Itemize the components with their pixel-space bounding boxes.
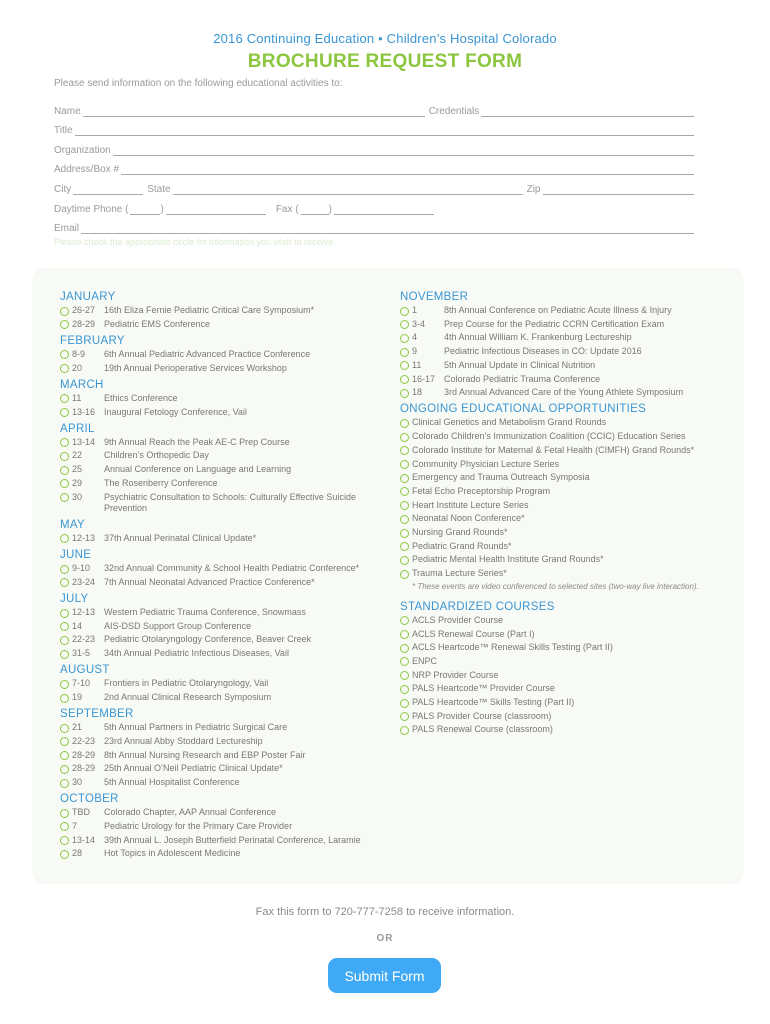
event-option[interactable]: [60, 407, 390, 418]
event-name: Pediatric EMS Conference: [104, 318, 211, 329]
event-name: 5th Annual Hospitalist Conference: [104, 777, 240, 788]
event-option[interactable]: [60, 577, 390, 588]
page-title: BROCHURE REQUEST FORM: [247, 51, 523, 72]
events-right-column: [400, 290, 720, 738]
city-field[interactable]: [73, 183, 143, 195]
event-name: 6th Annual Pediatric Advanced Practice Conference: [104, 348, 311, 359]
event-option[interactable]: [60, 634, 390, 645]
event-option[interactable]: [400, 656, 720, 667]
event-name: Hot Topics in Adolescent Medicine: [104, 848, 241, 859]
event-option[interactable]: [400, 527, 720, 538]
intro-text: Please send information on the following educational activities to:: [54, 78, 343, 89]
event-date: 20: [72, 362, 83, 373]
credentials-field[interactable]: [481, 105, 694, 117]
event-option[interactable]: [400, 431, 720, 442]
section-title: STANDARDIZED COURSES: [400, 600, 555, 613]
checkbox-circle-icon[interactable]: [60, 724, 69, 733]
event-date: 8-9: [72, 348, 86, 359]
event-option[interactable]: [400, 683, 720, 694]
section-title: NOVEMBER: [400, 291, 469, 303]
zip-field[interactable]: [543, 183, 695, 195]
event-date: 23-24: [72, 576, 96, 587]
name-row: [54, 97, 698, 117]
checkbox-circle-icon[interactable]: [400, 320, 409, 329]
checkbox-circle-icon[interactable]: [60, 822, 69, 831]
event-name: 8th Annual Conference on Pediatric Acute Illness & Injury: [444, 305, 672, 315]
event-name: PALS Heartcode™ Provider Course: [412, 683, 555, 694]
event-date: 13-14: [72, 436, 96, 447]
event-option[interactable]: [60, 563, 390, 574]
event-name: 32nd Annual Community & School Health Pediatric Conference*: [104, 563, 360, 574]
checkbox-circle-icon[interactable]: [60, 408, 69, 417]
event-name: NRP Provider Course: [412, 669, 499, 680]
event-option[interactable]: [60, 750, 390, 761]
zip-label: Zip: [526, 183, 541, 195]
event-option[interactable]: [400, 387, 720, 398]
event-date: 9-10: [72, 563, 91, 574]
event-date: 28-29: [72, 749, 96, 760]
event-option[interactable]: [400, 319, 720, 330]
standardized-list: [400, 615, 720, 736]
event-name: Colorado Pediatric Trauma Conference: [444, 373, 601, 384]
checkbox-circle-icon[interactable]: [400, 348, 409, 357]
checkbox-circle-icon[interactable]: [400, 389, 409, 398]
checkbox-circle-icon[interactable]: [400, 671, 409, 680]
checkbox-circle-icon[interactable]: [400, 570, 409, 579]
event-date: 26-27: [72, 305, 96, 315]
event-date: 18: [412, 387, 423, 398]
event-option[interactable]: [60, 305, 390, 316]
event-name: Heart Institute Lecture Series: [412, 499, 529, 510]
email-label: Email: [54, 223, 80, 235]
month-title: AUGUST: [60, 664, 110, 677]
checkbox-circle-icon[interactable]: [400, 630, 409, 639]
event-option[interactable]: [400, 629, 720, 640]
phone-number-field[interactable]: [166, 203, 266, 215]
event-option[interactable]: [60, 464, 390, 475]
event-name: 25th Annual O’Neil Pediatric Clinical Update*: [104, 763, 283, 774]
event-name: Fetal Echo Preceptorship Program: [412, 485, 551, 496]
checkbox-circle-icon[interactable]: [400, 726, 409, 735]
event-name: 19th Annual Perioperative Services Workshop: [104, 362, 287, 373]
event-name: Nursing Grand Rounds*: [412, 527, 508, 538]
event-name: 8th Annual Nursing Research and EBP Poster Fair: [104, 749, 306, 760]
event-option[interactable]: [60, 492, 390, 514]
event-name: Pediatric Infectious Diseases in CO: Update 2016: [444, 346, 642, 357]
event-option[interactable]: [400, 472, 720, 483]
month-title: OCTOBER: [60, 793, 119, 806]
address-field[interactable]: [121, 163, 694, 175]
checkbox-circle-icon[interactable]: [400, 460, 409, 469]
title-field[interactable]: [75, 124, 694, 136]
fax-label: Fax (: [275, 203, 299, 215]
event-name: Western Pediatric Trauma Conference, Snowmass: [104, 607, 306, 618]
event-name: Children’s Orthopedic Day: [104, 450, 209, 461]
checkbox-circle-icon[interactable]: [60, 307, 69, 316]
contact-fields: [54, 97, 698, 234]
event-date: 28-29: [72, 763, 96, 774]
checkbox-circle-icon[interactable]: [60, 650, 69, 659]
event-date: TBD: [72, 807, 90, 818]
section-title: ONGOING EDUCATIONAL OPPORTUNITIES: [400, 403, 647, 416]
event-option[interactable]: [400, 486, 720, 497]
event-name: Colorado Chapter, AAP Annual Conference: [104, 807, 276, 818]
event-name: 5th Annual Update in Clinical Nutrition: [444, 359, 596, 370]
event-option[interactable]: [60, 777, 390, 788]
checkbox-circle-icon[interactable]: [400, 446, 409, 455]
event-name: Trauma Lecture Series*: [412, 568, 507, 579]
checkbox-circle-icon[interactable]: [400, 474, 409, 483]
event-name: Colorado Institute for Maternal & Fetal Health (CIMFH) Grand Rounds*: [412, 444, 695, 455]
checkbox-circle-icon[interactable]: [400, 307, 409, 316]
event-name: 39th Annual L. Joseph Butterfield Perinatal Conference, Laramie: [104, 834, 361, 845]
checkbox-circle-icon[interactable]: [400, 487, 409, 496]
event-date: 28: [72, 848, 83, 859]
event-option[interactable]: [60, 763, 390, 774]
event-date: 31-5: [72, 648, 91, 659]
month-title: MAY: [60, 518, 85, 531]
event-option[interactable]: [60, 437, 390, 448]
checkbox-circle-icon[interactable]: [60, 680, 69, 689]
event-name: 37th Annual Perinatal Clinical Update*: [104, 532, 257, 543]
event-name: 5th Annual Partners in Pediatric Surgical Care: [104, 722, 288, 733]
event-option[interactable]: [60, 450, 390, 461]
event-name: 16th Eliza Fernie Pediatric Critical Care Symposium*: [104, 305, 315, 315]
event-option[interactable]: [400, 554, 720, 565]
event-date: 4: [412, 332, 418, 343]
event-option[interactable]: [60, 607, 390, 618]
event-option[interactable]: [400, 374, 720, 385]
checkbox-circle-icon[interactable]: [400, 529, 409, 538]
event-name: 4th Annual William K. Frankenburg Lectureship: [444, 332, 632, 343]
checkbox-circle-icon[interactable]: [400, 501, 409, 510]
name-label: Name: [54, 105, 81, 117]
event-name: Prep Course for the Pediatric CCRN Certification Exam: [444, 318, 665, 329]
event-name: Community Physician Lecture Series: [412, 458, 560, 469]
checkbox-circle-icon[interactable]: [60, 320, 69, 329]
event-date: 12-13: [72, 532, 96, 543]
event-option[interactable]: [60, 736, 390, 747]
ongoing-list: [400, 417, 720, 579]
checkbox-circle-icon[interactable]: [60, 737, 69, 746]
event-option[interactable]: [60, 722, 390, 733]
phone-area-field[interactable]: [130, 203, 160, 215]
event-date: 22-23: [72, 634, 96, 645]
event-option[interactable]: [60, 835, 390, 846]
checkbox-circle-icon[interactable]: [400, 433, 409, 442]
event-option[interactable]: [400, 568, 720, 579]
event-option[interactable]: [400, 459, 720, 470]
event-name: ACLS Renewal Course (Part I): [412, 628, 535, 639]
event-option[interactable]: [400, 445, 720, 456]
checkbox-circle-icon[interactable]: [60, 622, 69, 631]
event-date: 11: [412, 359, 422, 370]
daytime-phone-label: Daytime Phone (: [54, 203, 129, 215]
event-name: PALS Provider Course (classroom): [412, 710, 552, 721]
phone-row: [54, 195, 698, 215]
event-option[interactable]: [400, 346, 720, 357]
header-subtitle: 2016 Continuing Education • Children’s Hospital Colorado: [213, 31, 557, 46]
checkbox-circle-icon[interactable]: [400, 699, 409, 708]
event-date: 30: [72, 777, 83, 788]
event-name: 7th Annual Neonatal Advanced Practice Conference*: [104, 576, 315, 587]
checkbox-circle-icon[interactable]: [60, 636, 69, 645]
event-option[interactable]: [60, 821, 390, 832]
event-name: Frontiers in Pediatric Otolaryngology, Vail: [104, 678, 269, 689]
event-option[interactable]: [60, 621, 390, 632]
event-date: 3-4: [412, 318, 426, 329]
name-field[interactable]: [83, 105, 425, 117]
event-date: 13-16: [72, 406, 96, 417]
checkbox-circle-icon[interactable]: [400, 712, 409, 721]
organization-label: Organization: [54, 144, 111, 156]
checkbox-circle-icon[interactable]: [400, 616, 409, 625]
event-name: Pediatric Urology for the Primary Care Provider: [104, 820, 293, 831]
event-date: 9: [412, 346, 418, 357]
event-option[interactable]: [400, 305, 720, 316]
month-title: MARCH: [60, 378, 104, 391]
event-option[interactable]: [60, 648, 390, 659]
checkbox-circle-icon[interactable]: [400, 644, 409, 653]
checkbox-circle-icon[interactable]: [60, 850, 69, 859]
checkbox-circle-icon[interactable]: [60, 364, 69, 373]
checkbox-circle-icon[interactable]: [400, 542, 409, 551]
event-date: 14: [72, 620, 83, 631]
event-date: 19: [72, 692, 83, 703]
november-list: [400, 305, 720, 398]
email-field[interactable]: [81, 222, 694, 234]
event-date: 13-14: [72, 834, 96, 845]
address-row: [54, 156, 698, 176]
event-option[interactable]: [60, 807, 390, 818]
checkbox-circle-icon[interactable]: [400, 657, 409, 666]
event-option[interactable]: [400, 541, 720, 552]
event-name: ACLS Provider Course: [412, 614, 504, 625]
event-date: 25: [72, 464, 83, 475]
address-label: Address/Box #: [54, 164, 120, 176]
event-option[interactable]: [60, 393, 390, 404]
or-divider: OR: [376, 933, 394, 944]
month-title: FEBRUARY: [60, 334, 125, 347]
checkbox-circle-icon[interactable]: [60, 609, 69, 618]
checkbox-circle-icon[interactable]: [400, 375, 409, 384]
title-label: Title: [54, 125, 73, 137]
event-name: 2nd Annual Clinical Research Symposium: [104, 692, 272, 703]
organization-field[interactable]: [113, 144, 694, 156]
checkbox-circle-icon[interactable]: [400, 334, 409, 343]
event-date: 7: [72, 820, 78, 831]
checkbox-circle-icon[interactable]: [60, 493, 69, 502]
event-name: Emergency and Trauma Outreach Symposia: [412, 472, 590, 483]
event-name: 23rd Annual Abby Stoddard Lectureship: [104, 735, 263, 746]
event-name: The Rosenberry Conference: [104, 477, 218, 488]
checkbox-circle-icon[interactable]: [60, 452, 69, 461]
event-option[interactable]: [400, 642, 720, 653]
city-label: City: [54, 183, 72, 195]
event-option[interactable]: [400, 697, 720, 708]
checkbox-circle-icon[interactable]: [400, 419, 409, 428]
event-option[interactable]: [400, 417, 720, 428]
event-option[interactable]: [60, 678, 390, 689]
event-option[interactable]: [60, 692, 390, 703]
checkbox-circle-icon[interactable]: [60, 350, 69, 359]
event-option[interactable]: [60, 319, 390, 330]
fax-area-field[interactable]: [301, 203, 329, 215]
event-date: 7-10: [72, 678, 91, 689]
video-conference-note: * These events are video conferenced to selected sites (two-way live interaction).: [412, 581, 699, 591]
month-title: JUNE: [60, 549, 92, 562]
event-date: 28-29: [72, 318, 96, 329]
event-option[interactable]: [400, 332, 720, 343]
event-date: 11: [72, 392, 82, 403]
event-option[interactable]: [60, 533, 390, 544]
event-date: 1: [412, 305, 418, 315]
checkbox-circle-icon[interactable]: [60, 765, 69, 774]
event-name: Clinical Genetics and Metabolism Grand Rounds: [412, 417, 607, 428]
event-option[interactable]: [60, 848, 390, 859]
checkbox-circle-icon[interactable]: [60, 694, 69, 703]
event-option[interactable]: [400, 724, 720, 735]
organization-row: [54, 136, 698, 156]
email-row: [54, 215, 698, 235]
event-name: Pediatric Mental Health Institute Grand Rounds*: [412, 554, 604, 565]
event-name: Neonatal Noon Conference*: [412, 513, 525, 524]
event-name: AIS-DSD Support Group Conference: [104, 620, 252, 631]
event-option[interactable]: [60, 478, 390, 489]
event-option[interactable]: [400, 615, 720, 626]
checkbox-circle-icon[interactable]: [60, 565, 69, 574]
checkbox-circle-icon[interactable]: [60, 578, 69, 587]
month-title: JANUARY: [60, 291, 116, 303]
credentials-label: Credentials: [428, 105, 480, 117]
event-date: 30: [72, 491, 83, 502]
month-title: SEPTEMBER: [60, 708, 134, 721]
event-name: Pediatric Otolaryngology Conference, Beaver Creek: [104, 634, 312, 645]
city-row: [54, 175, 698, 195]
event-option[interactable]: [400, 513, 720, 524]
checkbox-circle-icon[interactable]: [400, 685, 409, 694]
fax-paren-close: ): [328, 203, 332, 215]
event-date: 12-13: [72, 607, 96, 618]
event-date: 22: [72, 450, 83, 461]
event-date: 16-17: [412, 373, 436, 384]
state-label: State: [147, 183, 171, 195]
checkbox-circle-icon[interactable]: [400, 556, 409, 565]
checkbox-circle-icon[interactable]: [60, 751, 69, 760]
check-instruction: Please check the appropriate circle for information you wish to receive.: [54, 237, 336, 247]
checkbox-circle-icon[interactable]: [60, 779, 69, 788]
submit-form-button[interactable]: Submit Form: [328, 958, 441, 993]
event-option[interactable]: [60, 363, 390, 374]
event-name: Colorado Children’s Immunization Coalition (CCIC) Education Series: [412, 431, 686, 442]
events-left-column: [60, 290, 390, 862]
checkbox-circle-icon[interactable]: [60, 394, 69, 403]
fax-number-field[interactable]: [334, 203, 434, 215]
checkbox-circle-icon[interactable]: [60, 836, 69, 845]
checkbox-circle-icon[interactable]: [60, 479, 69, 488]
event-option[interactable]: [400, 500, 720, 511]
event-name: 3rd Annual Advanced Care of the Young Athlete Symposium: [444, 387, 684, 398]
month-title: APRIL: [60, 422, 95, 435]
title-row: [54, 117, 698, 137]
event-date: 22-23: [72, 735, 96, 746]
fax-instruction: Fax this form to 720-777-7258 to receive information.: [255, 906, 515, 918]
checkbox-circle-icon[interactable]: [60, 466, 69, 475]
event-date: 29: [72, 477, 83, 488]
event-name: Annual Conference on Language and Learning: [104, 464, 292, 475]
event-name: Pediatric Grand Rounds*: [412, 540, 512, 551]
checkbox-circle-icon[interactable]: [60, 438, 69, 447]
event-name: Ethics Conference: [104, 392, 178, 403]
checkbox-circle-icon[interactable]: [60, 809, 69, 818]
checkbox-circle-icon[interactable]: [400, 361, 409, 370]
event-name: Psychiatric Consultation to Schools: Culturally Effective Suicide Prevention: [104, 491, 356, 513]
month-title: JULY: [60, 593, 89, 606]
event-name: ENPC: [412, 655, 438, 666]
event-name: 9th Annual Reach the Peak AE-C Prep Course: [104, 436, 290, 447]
event-name: 34th Annual Pediatric Infectious Diseases, Vail: [104, 648, 289, 659]
event-name: PALS Heartcode™ Skills Testing (Part II): [412, 697, 575, 708]
event-option[interactable]: [60, 349, 390, 360]
checkbox-circle-icon[interactable]: [60, 534, 69, 543]
event-option[interactable]: [400, 360, 720, 371]
event-name: Inaugural Fetology Conference, Vail: [104, 406, 247, 417]
event-option[interactable]: [400, 711, 720, 722]
event-name: ACLS Heartcode™ Renewal Skills Testing (Part II): [412, 642, 613, 653]
checkbox-circle-icon[interactable]: [400, 515, 409, 524]
phone-paren-close: ): [160, 203, 164, 215]
state-field[interactable]: [173, 183, 523, 195]
event-option[interactable]: [400, 670, 720, 681]
event-date: 21: [72, 722, 83, 733]
event-name: PALS Renewal Course (classroom): [412, 724, 553, 735]
